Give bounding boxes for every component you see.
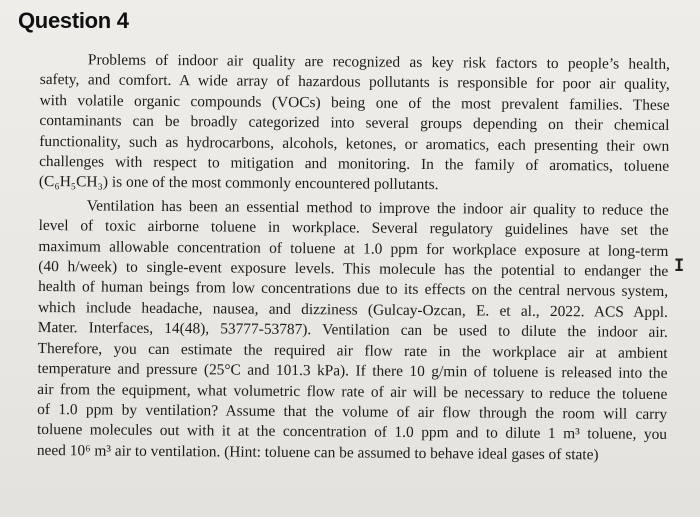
text-line: air from the equipment, what volumetric flow rate of air will be necessary to reduce the toluene bbox=[37, 380, 668, 403]
text-line: toluene molecules out with it at the concentration of 1.0 ppm and to dilute 1 m³ toluene, you bbox=[36, 421, 668, 444]
text-line: functionality, such as hydrocarbons, alcohols, ketones, or aromatics, each presenting their own bbox=[39, 132, 670, 155]
question-title: Question 4 bbox=[18, 8, 129, 33]
text-line: Problems of indoor air quality are recognized as key risk factors to people’s health, bbox=[87, 51, 670, 73]
text-line: maximum allowable concentration of toluene at 1.0 ppm for workplace exposure at long-term bbox=[38, 237, 669, 260]
text-line: Therefore, you can estimate the required air flow rate in the workplace air at ambient bbox=[37, 339, 668, 362]
paragraph-intro bbox=[39, 50, 670, 198]
text-line: Ventilation has been an essential method to improve the indoor air quality to reduce the bbox=[86, 197, 669, 219]
text-cursor-icon: I bbox=[674, 256, 685, 276]
question-body bbox=[37, 50, 670, 466]
text-line: contaminants can be broadly categorized into several groups depending on their chemical bbox=[39, 112, 670, 135]
text-line: (40 h/week) to single-event exposure levels. This molecule has the potential to endanger the bbox=[38, 258, 669, 281]
text-line: Mater. Interfaces, 14(48), 53777-53787). Ventilation can be used to dilute the indoor air. bbox=[37, 319, 668, 342]
text-line: (C₆H₅CH₃) is one of the most commonly encountered pollutants. bbox=[38, 173, 439, 194]
text-line: which include headache, nausea, and dizziness (Gulcay-Ozcan, E. et al., 2022. ACS Appl. bbox=[37, 298, 669, 321]
text-line: level of toxic airborne toluene in workplace. Several regulatory guidelines have set the bbox=[38, 217, 669, 240]
text-line: need 10⁶ m³ air to ventilation. (Hint: toluene can be assumed to behave ideal gases of state) bbox=[36, 441, 599, 464]
paragraph-ventilation bbox=[37, 196, 669, 466]
text-line: health of human beings from low concentrations due to its effects on the central nervous system, bbox=[38, 278, 669, 301]
text-line: with volatile organic compounds (VOCs) being one of the most prevalent families. These bbox=[39, 91, 670, 114]
text-line: safety, and comfort. A wide array of hazardous pollutants is responsible for poor air quality, bbox=[39, 71, 670, 94]
text-line: challenges with respect to mitigation and monitoring. In the family of aromatics, toluene bbox=[39, 153, 670, 175]
text-line: temperature and pressure (25°C and 101.3 kPa). If there 10 g/min of toluene is released into the bbox=[37, 360, 668, 383]
text-line: of 1.0 ppm by ventilation? Assume that the volume of air flow through the room will carry bbox=[37, 400, 668, 423]
